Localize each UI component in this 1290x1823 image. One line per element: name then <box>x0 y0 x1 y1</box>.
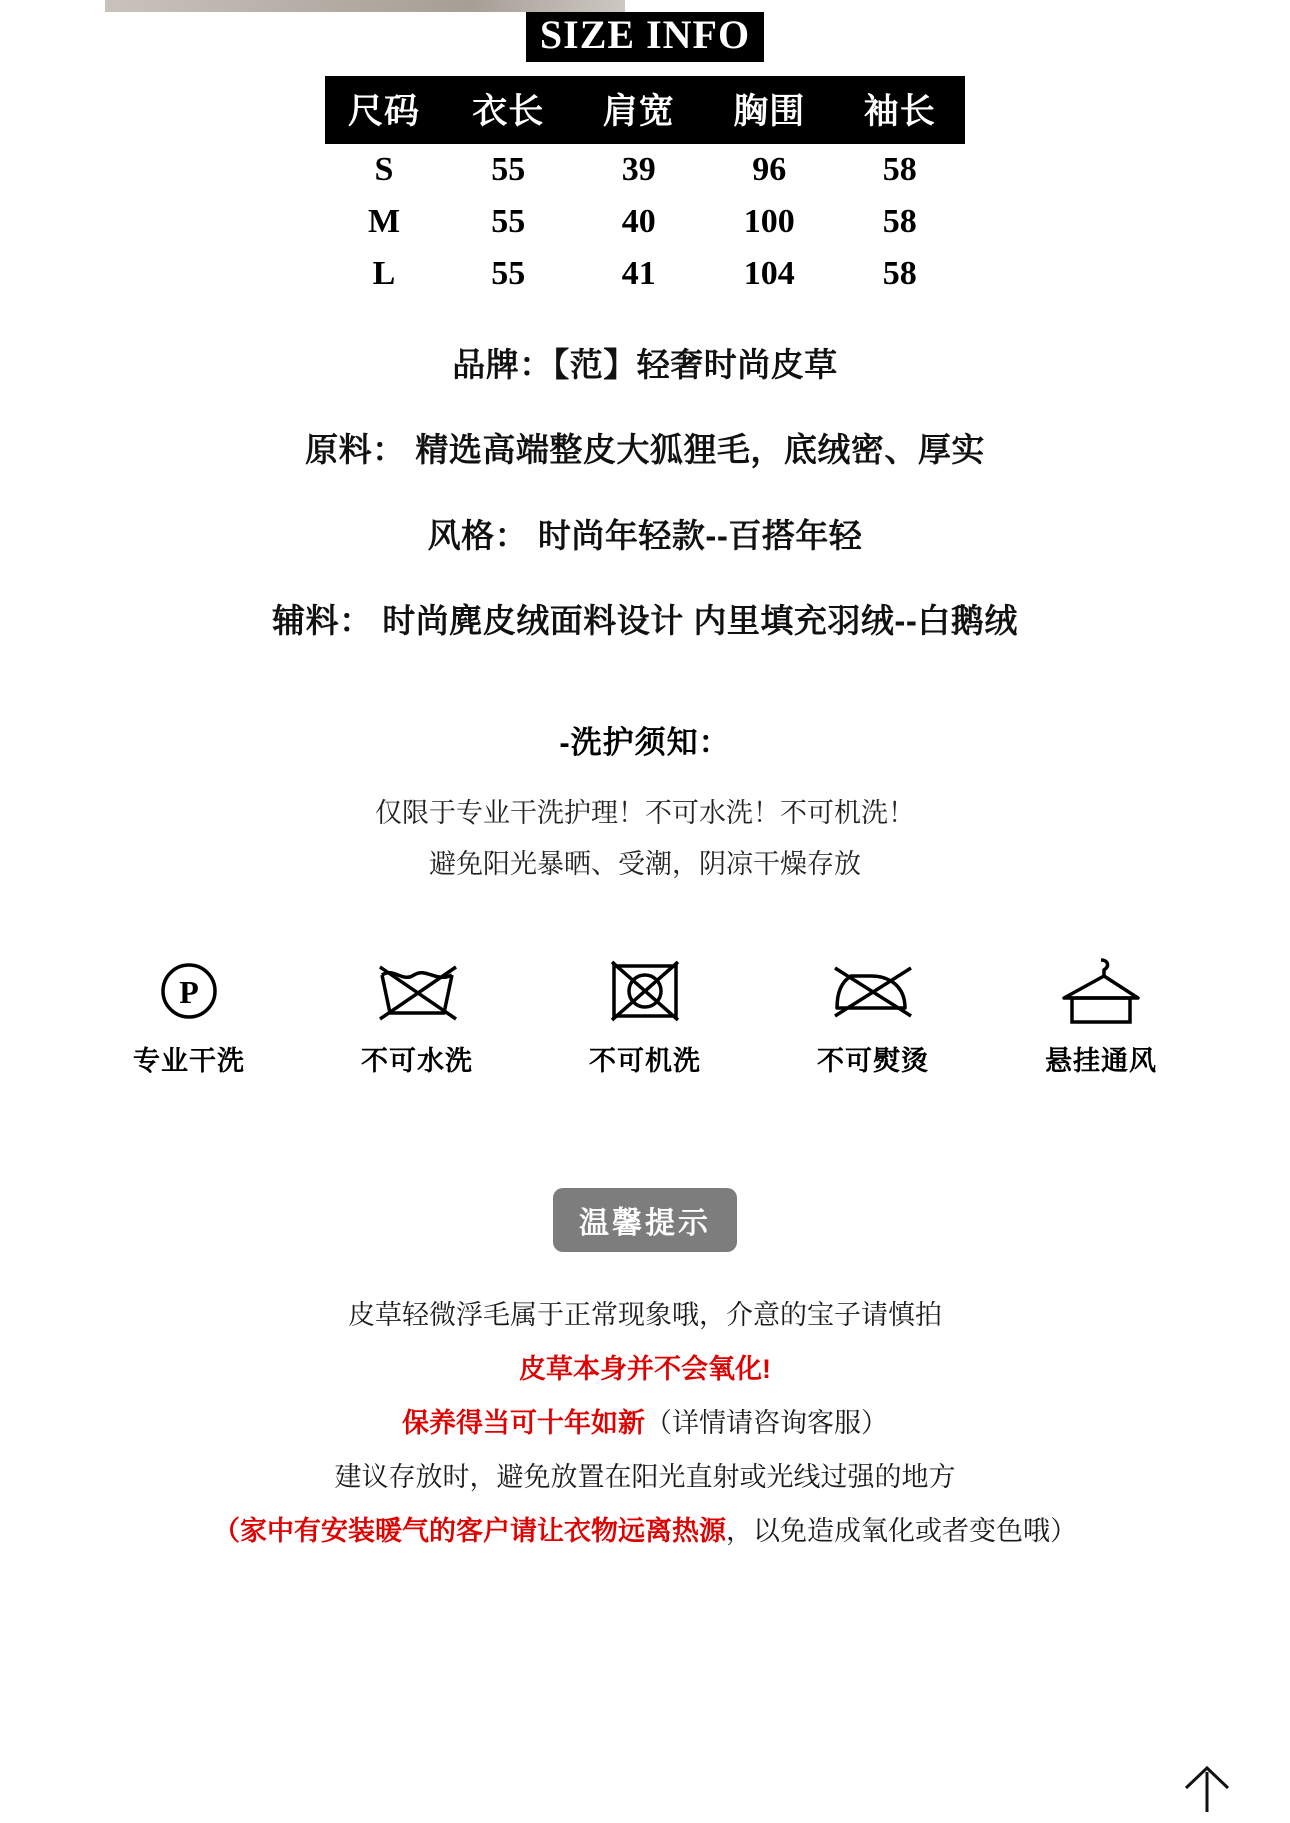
tip-text: 皮草轻微浮毛属于正常现象哦，介意的宝子请慎拍 <box>348 1299 942 1330</box>
dry-clean-professional-icon <box>104 953 274 1029</box>
no-machine-wash-icon <box>560 953 730 1029</box>
column-header-size: 尺码 <box>325 76 443 144</box>
table-row <box>325 248 965 300</box>
tip-line <box>0 1396 1290 1450</box>
care-instructions-heading: -洗护须知： <box>559 725 731 760</box>
top-image-strip <box>105 0 625 12</box>
tip-line <box>0 1504 1290 1558</box>
page-title: SIZE INFO <box>526 12 764 62</box>
cell-length: 55 <box>491 255 526 292</box>
spec-accessory: 辅料： 时尚麂皮绒面料设计 内里填充羽绒--白鹅绒 <box>272 601 1018 639</box>
spec-style: 风格： 时尚年轻款--百搭年轻 <box>427 516 863 554</box>
cell-bust: 104 <box>743 255 795 292</box>
tip-text: （详情请咨询客服） <box>645 1407 888 1438</box>
cell-size: L <box>372 255 396 292</box>
spec-material: 原料： 精选高端整皮大狐狸毛，底绒密、厚实 <box>305 431 985 469</box>
cell-sleeve: 58 <box>882 255 917 292</box>
tips-section <box>0 1188 1290 1252</box>
size-table <box>325 76 965 300</box>
cell-sleeve: 58 <box>882 203 917 240</box>
column-header-sleeve: 袖长 <box>835 76 966 144</box>
cell-shoulder: 40 <box>621 203 656 240</box>
tip-line <box>0 1342 1290 1396</box>
care-symbol-dry-clean <box>104 953 274 1078</box>
tip-text-highlight: （家中有安装暖气的客户请让衣物远离热源 <box>213 1515 726 1546</box>
tip-text-highlight: 皮草本身并不会氧化! <box>519 1353 771 1384</box>
care-symbol-no-hand-wash <box>332 953 502 1078</box>
table-row <box>325 196 965 248</box>
tip-text-highlight: 保养得当可十年如新 <box>402 1407 645 1438</box>
table-row <box>325 144 965 196</box>
cell-size: M <box>367 203 401 240</box>
care-symbol-hang-dry <box>1016 953 1186 1078</box>
arrow-up-icon[interactable] <box>1172 1754 1242 1818</box>
cell-length: 55 <box>491 203 526 240</box>
column-header-length: 衣长 <box>443 76 574 144</box>
care-instruction-line: 避免阳光暴晒、受潮，阴凉干燥存放 <box>429 849 861 880</box>
svg-text:P: P <box>179 973 199 1010</box>
cell-bust: 100 <box>743 203 795 240</box>
tips-badge: 温馨提示 <box>553 1188 737 1252</box>
no-iron-icon <box>788 953 958 1029</box>
care-instruction-line: 仅限于专业干洗护理！不可水洗！不可机洗！ <box>375 798 915 828</box>
care-symbol-label: 专业干洗 <box>133 1045 245 1076</box>
care-symbol-label: 不可机洗 <box>589 1045 701 1076</box>
care-symbol-label: 不可熨烫 <box>817 1045 929 1076</box>
care-symbol-label: 不可水洗 <box>361 1045 473 1076</box>
tip-line <box>0 1288 1290 1342</box>
no-hand-wash-icon <box>332 953 502 1029</box>
column-header-shoulder: 肩宽 <box>574 76 705 144</box>
cell-shoulder: 41 <box>621 255 656 292</box>
tip-line <box>0 1450 1290 1504</box>
care-symbol-label: 悬挂通风 <box>1045 1045 1157 1076</box>
cell-length: 55 <box>491 151 526 188</box>
tip-text: ，以免造成氧化或者变色哦） <box>726 1515 1077 1546</box>
care-symbol-row <box>0 953 1290 1078</box>
tip-text: 建议存放时，避免放置在阳光直射或光线过强的地方 <box>334 1461 956 1492</box>
column-header-bust: 胸围 <box>704 76 835 144</box>
care-symbol-no-machine-wash <box>560 953 730 1078</box>
spec-brand: 品牌：【范】轻奢时尚皮草 <box>452 346 838 383</box>
hang-dry-icon <box>1016 953 1186 1029</box>
cell-shoulder: 39 <box>621 151 656 188</box>
spec-list <box>0 344 1290 641</box>
cell-size: S <box>374 151 394 188</box>
cell-sleeve: 58 <box>882 151 917 188</box>
care-symbol-no-iron <box>788 953 958 1078</box>
cell-bust: 96 <box>752 151 787 188</box>
table-header-row <box>325 76 965 144</box>
tips-body <box>0 1288 1290 1558</box>
